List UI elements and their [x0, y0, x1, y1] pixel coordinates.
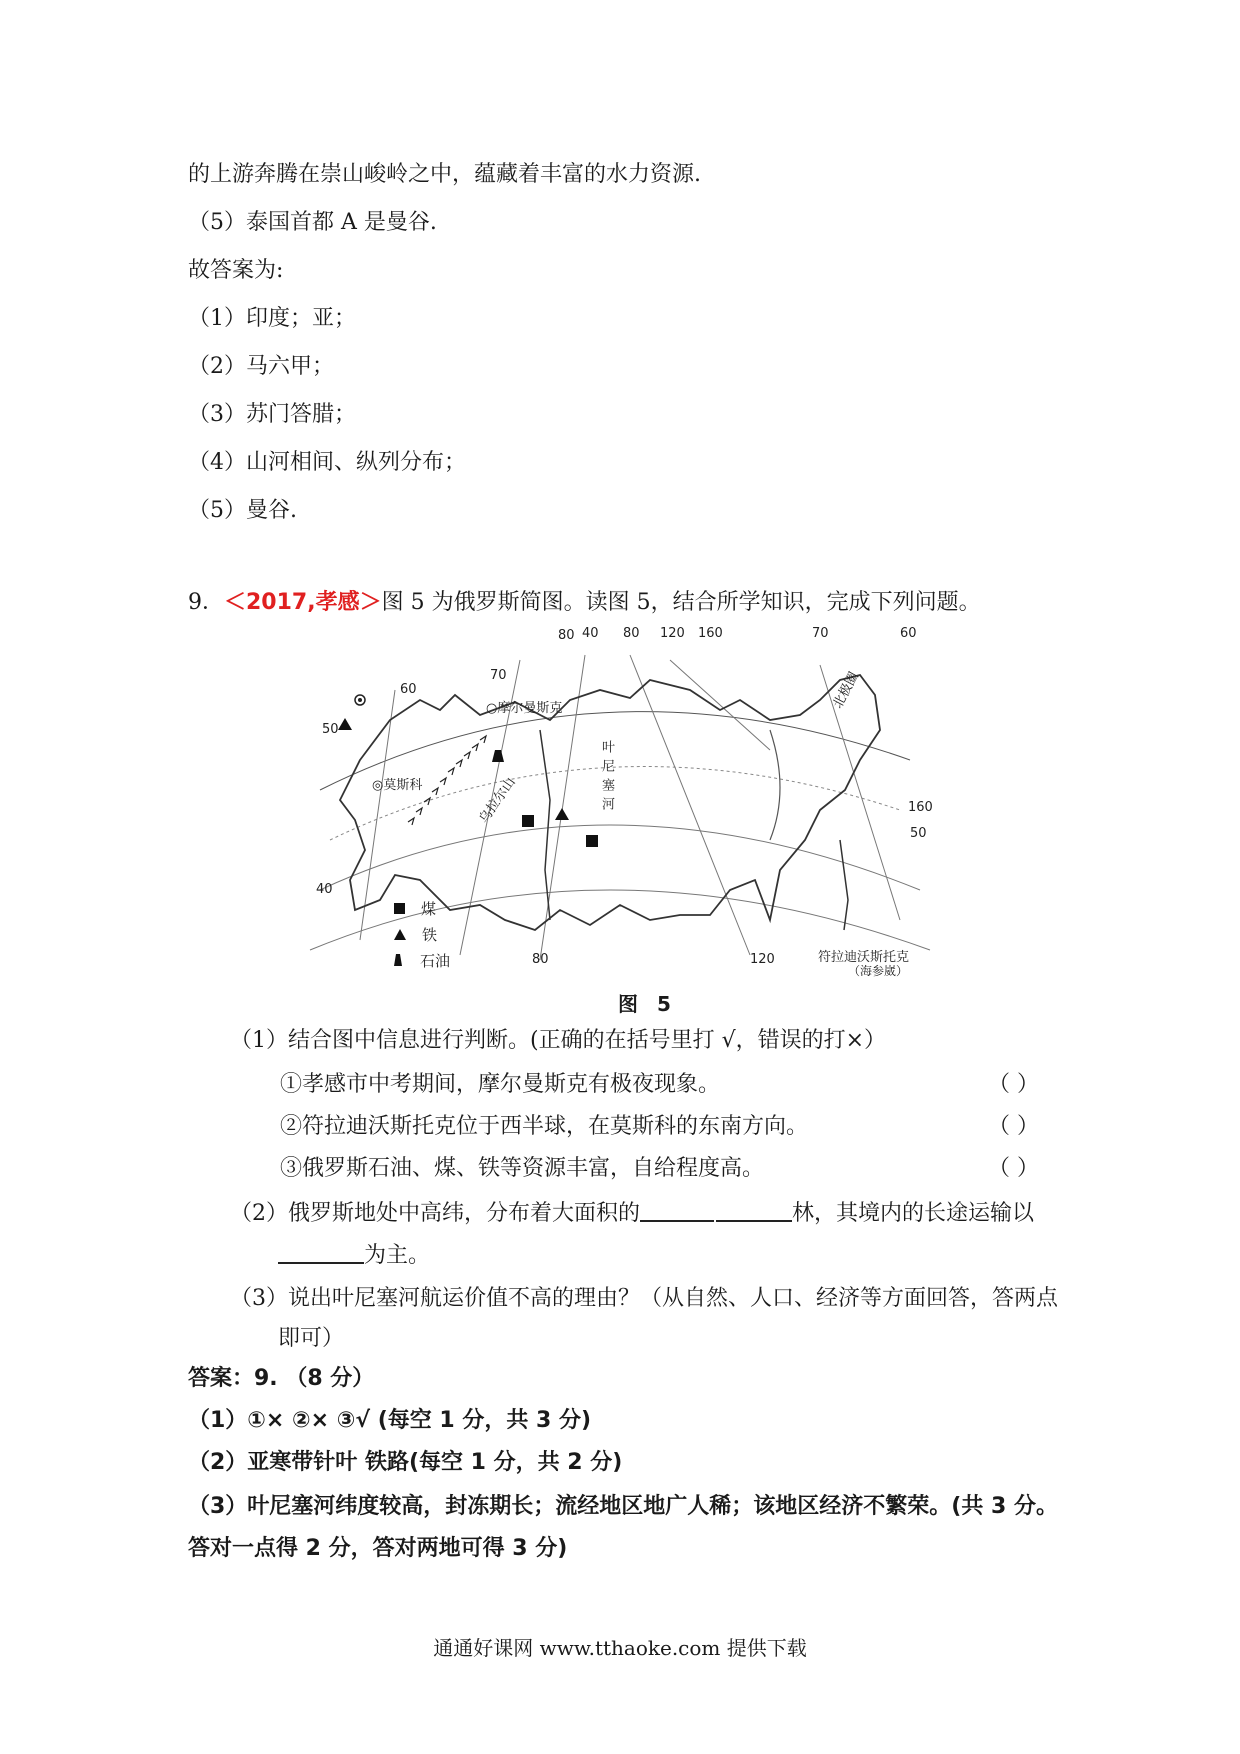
question-stem: 图 5 为俄罗斯简图。读图 5，结合所学知识，完成下列问题。 [381, 590, 981, 615]
question-source: ＜2017,孝感＞ [224, 590, 382, 615]
answer-item: （4）山河相间、纵列分布； [188, 450, 466, 475]
lat-label: 160 [908, 800, 933, 815]
answer-item: （2）马六甲； [188, 354, 334, 379]
answer-item: （1）印度；亚； [188, 306, 356, 331]
legend-item: 煤 [394, 896, 450, 922]
answer-item: （5）曼谷. [188, 498, 297, 523]
answer-heading: 答案：9. （8 分） [188, 1366, 375, 1391]
lon-label: 160 [698, 626, 723, 641]
moscow-label: ◎莫斯科 [372, 778, 423, 793]
lat-label: 40 [316, 882, 333, 897]
legend-item: 石油 [394, 948, 450, 974]
vladivostok-label: 符拉迪沃斯托克 [818, 950, 910, 965]
answer-line: （1）①× ②× ③√ (每空 1 分，共 3 分) [188, 1408, 592, 1433]
lat-label: 60 [400, 682, 417, 697]
lon-label: 70 [812, 626, 829, 641]
fill-blank[interactable] [278, 1240, 364, 1264]
answer-bracket[interactable]: （ ） [988, 1156, 1039, 1181]
judgement-item: ②符拉迪沃斯托克位于西半球，在莫斯科的东南方向。 [280, 1114, 809, 1139]
figure-caption: 图 5 [618, 992, 677, 1016]
question-number: 9． [188, 590, 224, 615]
answer-line: （2）亚寒带针叶 铁路(每空 1 分，共 2 分) [188, 1450, 623, 1475]
lon-label: 40 [582, 626, 599, 641]
question-header [188, 588, 981, 618]
map-legend [394, 896, 450, 974]
sub-question-3-cont: 即可） [278, 1326, 345, 1351]
fill-blank[interactable] [716, 1198, 792, 1222]
lon-label: 80 [532, 952, 549, 967]
lat-label: 50 [322, 722, 339, 737]
answer-bracket[interactable]: （ ） [988, 1114, 1039, 1139]
murmansk-label: ○摩尔曼斯克 [486, 701, 563, 716]
coal-icon [394, 903, 405, 914]
text-line: （5）泰国首都 A 是曼谷. [188, 210, 437, 235]
arctic-circle-label: 北极圈 [830, 669, 863, 712]
sub-question-1: （1）结合图中信息进行判断。(正确的在括号里打 √，错误的打×） [230, 1028, 887, 1053]
sub-question-3: （3）说出叶尼塞河航运价值不高的理由？（从自然、人口、经济等方面回答，答两点 [230, 1286, 1058, 1311]
map-labels [300, 626, 940, 990]
lat-label: 50 [910, 826, 927, 841]
judgement-item: ③俄罗斯石油、煤、铁等资源丰富，自给程度高。 [280, 1156, 765, 1181]
answer-item: （3）苏门答腊； [188, 402, 356, 427]
answer-bracket[interactable]: （ ） [988, 1072, 1039, 1097]
lon-label: 120 [660, 626, 685, 641]
answer-line: 答对一点得 2 分，答对两地可得 3 分) [188, 1536, 568, 1561]
lon-label: 80 [623, 626, 640, 641]
text-line: 故答案为: [188, 258, 284, 283]
lon-label: 80 [558, 628, 575, 643]
yenisei-label: 叶尼塞河 [599, 740, 614, 816]
oil-icon [394, 954, 402, 966]
text-line: 的上游奔腾在崇山峻岭之中，蕴藏着丰富的水力资源. [188, 162, 701, 187]
page-footer: 通通好课网 www.tthaoke.com 提供下载 [433, 1636, 807, 1660]
lon-label: 60 [900, 626, 917, 641]
judgement-item: ①孝感市中考期间，摩尔曼斯克有极夜现象。 [280, 1072, 721, 1097]
lon-label: 120 [750, 952, 775, 967]
sub-question-2: （2）俄罗斯地处中高纬，分布着大面积的 林，其境内的长途运输以 [230, 1198, 1034, 1229]
answer-line: （3）叶尼塞河纬度较高，封冻期长；流经地区地广人稀；该地区经济不繁荣。(共 3 分。 [188, 1494, 1058, 1519]
sub-question-2-cont: 为主。 [278, 1240, 430, 1271]
ural-label: 乌拉尔山 [476, 775, 519, 827]
legend-item: 铁 [394, 922, 450, 948]
fill-blank[interactable] [640, 1198, 714, 1222]
iron-icon [394, 929, 406, 940]
vladivostok-alt-label: （海参崴） [848, 964, 909, 978]
lat-label: 70 [490, 668, 507, 683]
